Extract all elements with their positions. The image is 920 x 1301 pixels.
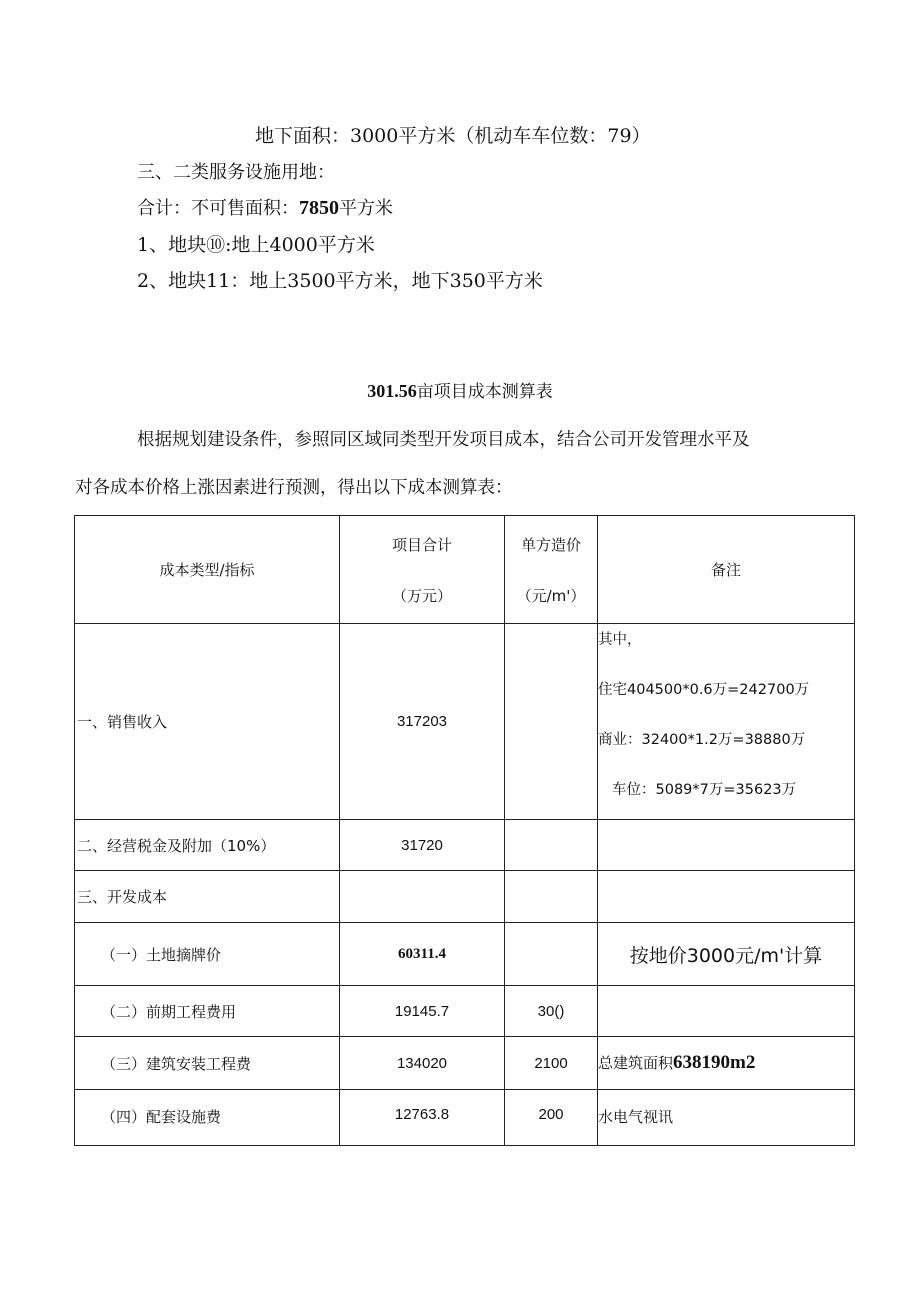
row-total: 317203: [340, 624, 505, 820]
header-unit-price: [505, 516, 598, 624]
row-unit-price: 30(): [505, 986, 598, 1037]
row-total: 134020: [340, 1037, 505, 1090]
row-label: 三、开发成本: [75, 871, 340, 923]
table-row: [75, 986, 855, 1037]
row-label: （三）建筑安装工程费: [75, 1037, 340, 1090]
section-three-heading: 三、二类服务设施用地：: [137, 162, 335, 183]
row-total: [340, 871, 505, 923]
row-unit-price: [505, 871, 598, 923]
row-remarks: 按地价3000元/m'计算: [598, 923, 855, 986]
row-unit-price: 2100: [505, 1037, 598, 1090]
row-unit-price: [505, 624, 598, 820]
row-remarks: [598, 820, 855, 871]
row-total: 31720: [340, 820, 505, 871]
remark-line: 商业：32400*1.2万=38880万: [598, 732, 806, 748]
header-unit-price-label: 单方造价: [520, 535, 581, 554]
row-label: 二、经营税金及附加（10%）: [75, 820, 340, 871]
remark-line: 住宅404500*0.6万=242700万: [598, 682, 810, 698]
total-value: 7850: [299, 197, 339, 219]
total-prefix: 合计：不可售面积：: [137, 198, 299, 219]
total-unit: 平方米: [339, 198, 393, 219]
header-remarks: 备注: [598, 516, 855, 624]
table-row: [75, 624, 855, 820]
remark-line: 车位：5089*7万=35623万: [612, 782, 797, 798]
remark-prefix: 总建筑面积: [598, 1054, 674, 1072]
paragraph-line-1: 根据规划建设条件，参照同区域同类型开发项目成本，结合公司开发管理水平及: [137, 430, 750, 450]
header-cost-type: 成本类型/指标: [75, 516, 340, 624]
row-label: （二）前期工程费用: [75, 986, 340, 1037]
table-row: [75, 871, 855, 923]
row-remarks: [598, 986, 855, 1037]
header-total-unit: （万元）: [391, 586, 452, 605]
title-text: 亩项目成本测算表: [416, 382, 553, 402]
underground-area-line: 地下面积：3000平方米（机动车车位数：79）: [255, 125, 651, 147]
row-remarks: [598, 1037, 855, 1090]
row-unit-price: [505, 820, 598, 871]
cost-estimate-table: [74, 515, 855, 1146]
row-remarks: [598, 871, 855, 923]
table-row: [75, 820, 855, 871]
plot-11-line: 2、地块11：地上3500平方米，地下350平方米: [137, 270, 543, 292]
row-remarks: 水电气视讯: [598, 1090, 855, 1146]
table-row: [75, 1090, 855, 1146]
row-total: 12763.8: [340, 1090, 505, 1146]
document-title: [0, 377, 920, 402]
table-header-row: [75, 516, 855, 624]
table-row: [75, 1037, 855, 1090]
paragraph-line-2: 对各成本价格上涨因素进行预测，得出以下成本测算表：: [75, 478, 513, 498]
title-number: 301.56: [367, 381, 417, 401]
header-unit-price-unit: （元/m'）: [516, 586, 586, 605]
header-total: [340, 516, 505, 624]
row-label: （四）配套设施费: [75, 1090, 340, 1146]
remark-line: 其中，: [598, 632, 642, 648]
table-row: [75, 923, 855, 986]
plot-10-line: 1、地块⑩:地上4000平方米: [137, 234, 375, 256]
header-total-label: 项目合计: [391, 535, 452, 554]
row-remarks: [598, 624, 855, 820]
row-unit-price: 200: [505, 1090, 598, 1146]
row-total: 19145.7: [340, 986, 505, 1037]
row-unit-price: [505, 923, 598, 986]
row-label: （一）土地摘牌价: [75, 923, 340, 986]
row-label: 一、销售收入: [75, 624, 340, 820]
non-saleable-total-line: [137, 194, 393, 220]
remark-value: 638190m2: [673, 1052, 756, 1073]
row-total: 60311.4: [340, 923, 505, 986]
